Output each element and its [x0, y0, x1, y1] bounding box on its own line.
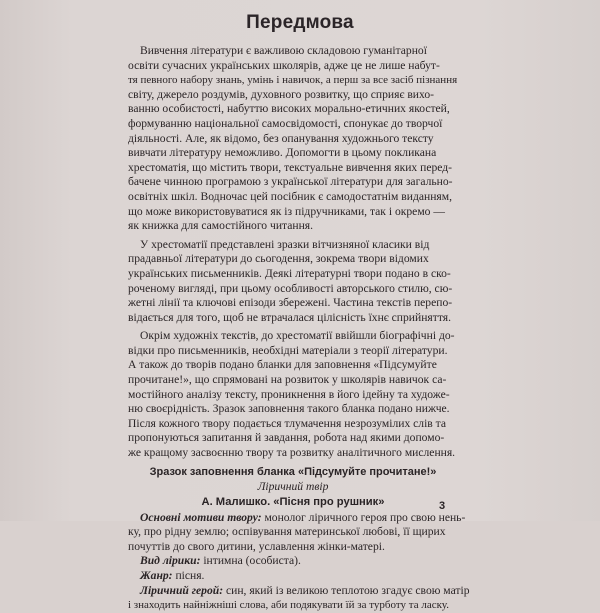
text-line: ванню особистості, набуттю високих морально-етичних якостей, — [128, 102, 450, 116]
text-line: же кращому засвоєнню твору та розвитку аналітичного мислення. — [128, 446, 456, 460]
text-line: мостійного аналізу тексту, проникнення в його ідейну та художе- — [128, 387, 450, 401]
text-line: почуттів до свого дитини, уславлення жінки-матері. — [128, 539, 385, 553]
hero-value: син, який із великою теплотою згадує свою матір — [223, 583, 470, 597]
text-line: жетні лінії та ключові епізоди збережені. Частина текстів перепо- — [128, 296, 453, 310]
text-line: вивчати літературу неможливо. Допомогти в цьому покликана — [128, 146, 437, 160]
text-line: відається для того, щоб не втрачалася цілісність їхнє сприйняття. — [128, 310, 451, 324]
sample-work-title: А. Малишко. «Пісня про рушник» — [201, 495, 385, 508]
paragraph-1 — [128, 44, 458, 234]
genre-value: пісня. — [172, 569, 205, 582]
text-line: ку, про рідну землю; оспівування материнської любові, її щирих — [128, 525, 446, 539]
text-line: хрестоматія, що містить твори, текстуальне вивчення яких перед- — [128, 160, 453, 174]
text-line: Вивчення літератури є важливою складовою гуманітарної — [140, 44, 427, 57]
text-line: освіти сучасних українських школярів, адже це не лише набут- — [128, 58, 440, 72]
text-line: У хрестоматії представлені зразки вітчизняної класики від — [140, 237, 430, 251]
text-line: Окрім художніх текстів, до хрестоматії ввійшли біографічні до- — [140, 329, 455, 343]
text-line: ню своєрідність. Зразок заповнення такого бланка подано нижче. — [128, 402, 450, 416]
paragraph-3 — [128, 329, 458, 460]
text-line: що може використовуватися як із підручниками, так і окремо — — [128, 204, 445, 218]
genre-label: Жанр: — [140, 569, 173, 582]
text-line: формуванню національної самосвідомості, спонукає до творчої — [128, 116, 443, 130]
hero-line — [128, 583, 470, 599]
page-title: Передмова — [246, 12, 354, 33]
text-line: як книжка для самостійного читання. — [128, 219, 314, 233]
text-line: Після кожного твору подається тлумачення незрозумілих слів та — [128, 416, 447, 430]
hero-label: Ліричний герой: — [140, 583, 224, 597]
text-line: українських письменників. Деякі літературні твори подано в ско- — [128, 266, 451, 280]
text-line: прадавньої літератури до сьогодення, зокрема твори відомих — [128, 252, 429, 266]
text-line: і знаходить найніжніші слова, аби подякувати їй за турботу та ласку. — [128, 599, 449, 612]
kind-value: інтимна (особиста). — [200, 554, 301, 568]
text-line: освітніх шкіл. Водночас цей посібник є самодостатнім виданням, — [128, 189, 452, 203]
preface-text — [128, 44, 470, 613]
text-line: роченому вигляді, при цьому особливості авторського стилю, сю- — [128, 281, 453, 295]
page-number: 3 — [439, 500, 446, 512]
genre-line — [128, 569, 458, 584]
motif-value: монолог ліричного героя про свою нень- — [261, 510, 466, 524]
text-line: А також до творів подано бланки для заповнення «Підсумуйте — [128, 358, 437, 372]
sample-genre: Ліричний твір — [257, 479, 329, 493]
text-line: діяльності. Але, як відомо, без опанування художнього тексту — [128, 131, 434, 145]
text-line: відки про письменників, необхідні матеріали з теорії літератури. — [128, 343, 448, 357]
text-line: прочитане!», що спрямовані на розвиток у школярів навичок са- — [128, 373, 447, 387]
kind-line — [128, 554, 458, 569]
sample-heading: Зразок заповнення бланка «Підсумуйте прочитане!» — [149, 465, 437, 478]
text-line: тя певного набору знань, умінь і навичок, а перш за все засіб пізнання — [128, 74, 458, 87]
sample-form — [128, 510, 470, 613]
kind-label: Вид лірики: — [140, 554, 201, 568]
text-line: бачене чинною програмою з української літератури для загально- — [128, 175, 453, 189]
text-line: світу, джерело роздумів, духовного розвитку, що сприяє вихо- — [128, 87, 435, 101]
text-line: пропонуються запитання й завдання, робота над якими допомо- — [128, 431, 445, 445]
motif-label: Основні мотиви твору: — [140, 510, 262, 524]
paragraph-2 — [128, 238, 458, 326]
motif-line — [128, 510, 466, 526]
